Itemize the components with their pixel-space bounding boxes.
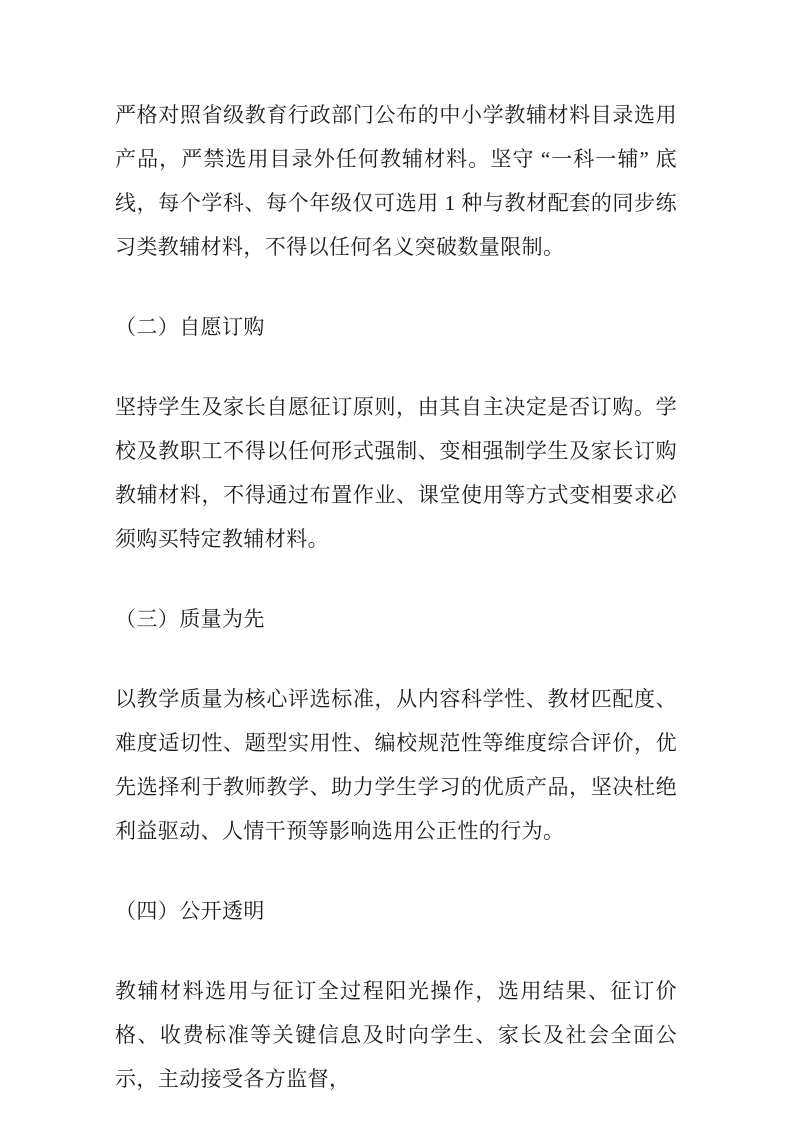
paragraph-open-transparency: 教辅材料选用与征订全过程阳光操作，选用结果、征订价格、收费标准等关键信息及时向学生、家长及社会全面公示，主动接受各方监督， [115,979,677,1091]
section-heading-voluntary-purchase: （二）自愿订购 [115,315,265,339]
section-heading-open-transparency: （四）公开透明 [115,899,265,923]
paragraph-quality-first: 以教学质量为核心评选标准，从内容科学性、教材匹配度、难度适切性、题型实用性、编校规范性等维度综合评价，优先选择利于教师教学、助力学生学习的优质产品，坚决杜绝利益驱动、人情干预等影响选用公正性的行为。 [115,687,677,843]
paragraph-catalog-selection: 严格对照省级教育行政部门公布的中小学教辅材料目录选用产品，严禁选用目录外任何教辅材料。坚守 “一科一辅” 底线，每个学科、每个年级仅可选用 1 种与教材配套的同步练习类教辅材料，不得以任何名义突破数量限制。 [115,103,677,259]
paragraph-voluntary-purchase: 坚持学生及家长自愿征订原则，由其自主决定是否订购。学校及教职工不得以任何形式强制、变相强制学生及家长订购教辅材料，不得通过布置作业、课堂使用等方式变相要求必须购买特定教辅材料。 [115,395,677,551]
section-heading-quality-first: （三）质量为先 [115,607,265,631]
